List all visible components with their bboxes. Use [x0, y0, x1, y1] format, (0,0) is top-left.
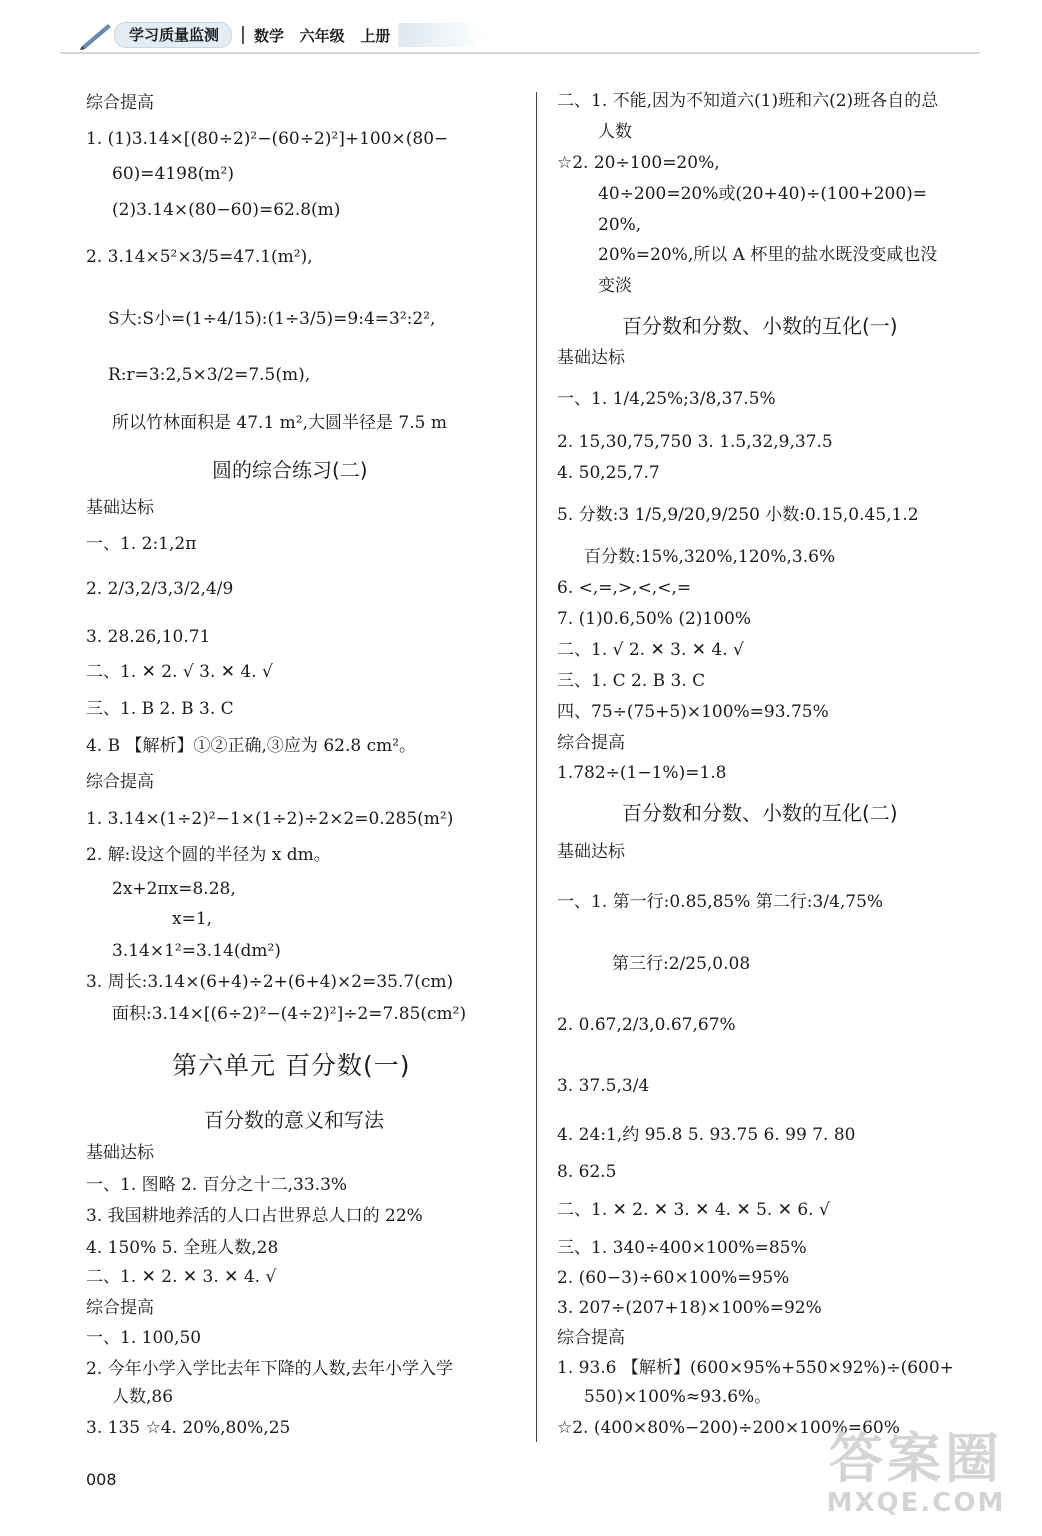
answer-line: S大:S小=(1÷4/15):(1÷3/5)=9:4=3²:2²,: [108, 309, 436, 329]
answer-line: 人数,86: [112, 1387, 174, 1407]
section-label: 综合提高: [86, 1298, 154, 1318]
page-number: 008: [86, 1470, 117, 1489]
answer-line: 二、1. ✕ 2. ✕ 3. ✕ 4. ✕ 5. ✕ 6. √: [557, 1200, 830, 1220]
answer-line: 2. (60−3)÷60×100%=95%: [557, 1268, 790, 1288]
section-label: 综合提高: [86, 772, 154, 792]
section-label: 综合提高: [557, 1328, 625, 1348]
answer-line: 三、1. B 2. B 3. C: [86, 699, 234, 719]
answer-line: 20%,: [598, 215, 642, 235]
answer-line: 4. 24:1,约 95.8 5. 93.75 6. 99 7. 80: [557, 1125, 856, 1145]
answer-line: 1.782÷(1−1%)=1.8: [557, 763, 727, 783]
answer-line: 4. 50,25,7.7: [557, 463, 660, 483]
watermark-logo: [806, 1427, 1026, 1526]
answer-line: 8. 62.5: [557, 1162, 617, 1182]
answer-line: 5. 分数:3 1/5,9/20,9/250 小数:0.15,0.45,1.2: [557, 505, 919, 525]
answer-line: 20%=20%,所以 A 杯里的盐水既没变咸也没: [598, 245, 938, 265]
header-rule: [60, 52, 980, 54]
unit-title: 第六单元 百分数(一): [172, 1051, 411, 1080]
answer-line: 变淡: [598, 276, 632, 296]
answer-line: 一、1. 1/4,25%;3/8,37.5%: [557, 389, 776, 409]
answer-line: 40÷200=20%或(20+40)÷(100+200)=: [598, 184, 928, 204]
answer-line: 四、75÷(75+5)×100%=93.75%: [557, 702, 829, 722]
section-label: 基础达标: [86, 1143, 154, 1163]
answer-line: 4. 150% 5. 全班人数,28: [86, 1238, 279, 1258]
page-header: [78, 18, 488, 52]
answer-line: 3. 135 ☆4. 20%,80%,25: [86, 1418, 291, 1438]
answer-line: 百分数:15%,320%,120%,3.6%: [584, 547, 836, 567]
answer-line: 1. 93.6 【解析】(600×95%+550×92%)÷(600+: [557, 1358, 954, 1378]
answer-line: 3. 周长:3.14×(6+4)÷2+(6+4)×2=35.7(cm): [86, 972, 454, 992]
answer-line: 三、1. C 2. B 3. C: [557, 671, 706, 691]
lesson-title: 百分数和分数、小数的互化(二): [622, 801, 898, 825]
section-label: 基础达标: [86, 498, 154, 518]
answer-line: ☆2. (400×80%−200)÷200×100%=60%: [557, 1418, 900, 1438]
lesson-title: 百分数的意义和写法: [204, 1108, 384, 1132]
answer-line: 2. 2/3,2/3,3/2,4/9: [86, 579, 234, 599]
answer-line: 2. 解:设这个圆的半径为 x dm。: [86, 845, 331, 865]
answer-line: R:r=3:2,5×3/2=7.5(m),: [108, 365, 311, 385]
answer-line: 一、1. 2:1,2π: [86, 534, 197, 554]
answer-line: 所以竹林面积是 47.1 m²,大圆半径是 7.5 m: [112, 413, 447, 433]
answer-line: 1. (1)3.14×[(80÷2)²−(60÷2)²]+100×(80−: [86, 129, 449, 149]
answer-line: 3. 我国耕地养活的人口占世界总人口的 22%: [86, 1206, 423, 1226]
answer-line: 二、1. ✕ 2. √ 3. ✕ 4. √: [86, 662, 273, 682]
answer-line: x=1,: [172, 909, 213, 929]
answer-line: 2. 今年小学入学比去年下降的人数,去年小学入学: [86, 1359, 454, 1379]
answer-line: 一、1. 图略 2. 百分之十二,33.3%: [86, 1175, 348, 1195]
pen-icon: [78, 20, 114, 50]
answer-line: 7. (1)0.6,50% (2)100%: [557, 609, 752, 629]
answer-line: 面积:3.14×[(6÷2)²−(4÷2)²]÷2=7.85(cm²): [112, 1004, 467, 1024]
answer-line: 3. 207÷(207+18)×100%=92%: [557, 1298, 822, 1318]
answer-line: 3.14×1²=3.14(dm²): [112, 941, 281, 961]
answer-line: 三、1. 340÷400×100%=85%: [557, 1238, 807, 1258]
answer-line: 2. 3.14×5²×3/5=47.1(m²),: [86, 247, 313, 267]
answer-line: (2)3.14×(80−60)=62.8(m): [112, 200, 341, 220]
section-label: 基础达标: [557, 842, 625, 862]
column-divider: [536, 92, 537, 1442]
section-label: 基础达标: [557, 348, 625, 368]
answer-line: 二、1. √ 2. ✕ 3. ✕ 4. √: [557, 640, 744, 660]
answer-line: 2. 15,30,75,750 3. 1.5,32,9,37.5: [557, 432, 833, 452]
watermark-url: MXQE.COM: [826, 1488, 1006, 1518]
lesson-title: 百分数和分数、小数的互化(一): [622, 314, 898, 338]
answer-line: 4. B 【解析】①②正确,③应为 62.8 cm²。: [86, 736, 417, 756]
answer-line: 二、1. ✕ 2. ✕ 3. ✕ 4. √: [86, 1267, 277, 1287]
header-arrow-decoration: [398, 23, 488, 47]
answer-line: 3. 28.26,10.71: [86, 627, 211, 647]
header-divider: [242, 26, 244, 44]
answer-line: 550)×100%≈93.6%。: [584, 1387, 772, 1407]
watermark-text: 答案圈: [829, 1427, 1003, 1490]
subject-grade-label: 数学 六年级 上册: [254, 26, 391, 45]
answer-line: 第三行:2/25,0.08: [612, 954, 751, 974]
answer-line: 一、1. 第一行:0.85,85% 第二行:3/4,75%: [557, 892, 884, 912]
answer-line: 60)=4198(m²): [112, 164, 234, 184]
book-series-badge: 学习质量监测: [114, 22, 232, 48]
lesson-title: 圆的综合练习(二): [212, 458, 368, 482]
section-label: 综合提高: [557, 733, 625, 753]
answer-line: 人数: [598, 122, 632, 142]
answer-line: 6. <,=,>,<,<,=: [557, 578, 692, 598]
answer-line: 1. 3.14×(1÷2)²−1×(1÷2)÷2×2=0.285(m²): [86, 809, 454, 829]
answer-line: 2x+2πx=8.28,: [112, 879, 236, 899]
answer-line: ☆2. 20÷100=20%,: [557, 153, 720, 173]
answer-line: 3. 37.5,3/4: [557, 1076, 650, 1096]
answer-line: 2. 0.6̇7,2/3,0.67,67%: [557, 1015, 736, 1035]
answer-line: 二、1. 不能,因为不知道六(1)班和六(2)班各自的总: [557, 91, 939, 111]
section-label: 综合提高: [86, 93, 154, 113]
answer-line: 一、1. 100,50: [86, 1328, 202, 1348]
